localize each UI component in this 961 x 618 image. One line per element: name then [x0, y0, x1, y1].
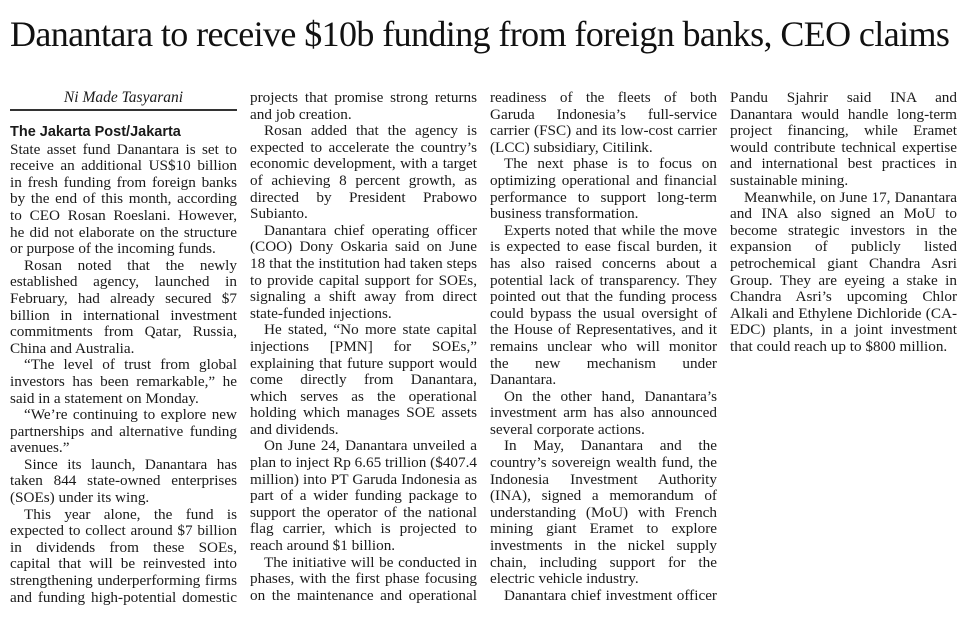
- paragraph-continued: Pandu Sjahrir said INA and Danantara would handle long-term project financing, while Eramet would contribute technical expertise and international best practices in sustainable mining.: [730, 90, 957, 189]
- paragraph: In May, Danantara and the country’s sovereign wealth fund, the Indonesia Investment Authority (INA), signed a memorandum of understanding (MoU) with French mining giant Eramet to explore investments in the nickel supply chain, including support for the electric vehicle industry.: [490, 437, 717, 588]
- article-column-2: [250, 90, 477, 610]
- paragraph: Danantara chief investment officer: [504, 586, 717, 604]
- byline: Ni Made Tasyarani: [10, 90, 237, 111]
- paragraph: On the other hand, Danantara’s investment arm has also announced several corporate actions.: [490, 387, 717, 438]
- paragraph: State asset fund Danantara is set to receive an additional US$10 billion in fresh funding from foreign banks by the end of this month, according to CEO Rosan Roeslani. However, he did not elaborate on the structure or purpose of the incoming funds.: [10, 140, 237, 258]
- paragraph: Rosan added that the agency is expected to accelerate the country’s economic development, with a target of achieving 8 percent growth, as directed by President Prabowo Subianto.: [250, 122, 477, 223]
- paragraph: He stated, “No more state capital injections [PMN] for SOEs,” explaining that future support would come directly from Danantara, which serves as the operational holding which manages SOE assets and dividends.: [250, 321, 477, 438]
- paragraph: The initiative will be conducted in phases, with the first phase focusing on the maintenance and operational: [250, 553, 477, 604]
- paragraph: “We’re continuing to explore new partnerships and alternative funding avenues.”: [10, 406, 237, 457]
- article-column-3: [490, 90, 717, 610]
- paragraph: Rosan noted that the newly established agency, launched in February, had already secured $7 billion in international investment commitments from Qatar, Russia, China and Australia.: [10, 256, 237, 357]
- article-body: [10, 90, 237, 610]
- paragraph: Danantara chief operating officer (COO) Dony Oskaria said on June 18 that the institution had taken steps to provide capital support for SOEs, signaling a shift away from direct state-funded injections.: [250, 221, 477, 322]
- paragraph: The next phase is to focus on optimizing operational and financial performance to support long-term business transformation.: [490, 155, 717, 223]
- paragraph: This year alone, the fund is expected to collect around $7 billion in dividends from these SOEs, capital that will be reinvested into strengthening underperforming firms and funding high-potential domestic: [10, 505, 237, 606]
- paragraph: “The level of trust from global investors has been remarkable,” he said in a statement on Monday.: [10, 356, 237, 407]
- article-column-4: [730, 90, 957, 610]
- paragraph: Experts noted that while the move is expected to ease fiscal burden, it has also raised concerns about a potential lack of transparency. They pointed out that the funding process could bypass the usual oversight of the House of Representatives, and it remains unclear who will monitor the new mechanism under Danantara.: [490, 221, 717, 389]
- paragraph-continued: readiness of the fleets of both Garuda Indonesia’s full-service carrier (FSC) and its low-cost carrier (LCC) subsidiary, Citilink.: [490, 90, 717, 156]
- paragraph: Since its launch, Danantara has taken 844 state-owned enterprises (SOEs) under its wing.: [10, 455, 237, 507]
- paragraph: Meanwhile, on June 17, Danantara and INA also signed an MoU to become strategic investors in the expansion of publicly listed petrochemical giant Chandra Asri Group. They are eyeing a stake in Chandra Asri’s upcoming Chlor Alkali and Ethylene Dichloride (CA-EDC) plants, in a joint investment that could reach up to $800 million.: [730, 188, 957, 355]
- paragraph-continued: projects that promise strong returns and job creation.: [250, 90, 477, 123]
- dateline-source: The Jakarta Post/Jakarta: [10, 123, 181, 140]
- headline: Danantara to receive $10b funding from foreign banks, CEO claims: [10, 14, 950, 54]
- paragraph: On June 24, Danantara unveiled a plan to inject Rp 6.65 trillion ($407.4 million) into PT Garuda Indonesia as part of a wider funding package to support the operator of the national flag carrier, which is projected to reach around $1 billion.: [250, 437, 477, 555]
